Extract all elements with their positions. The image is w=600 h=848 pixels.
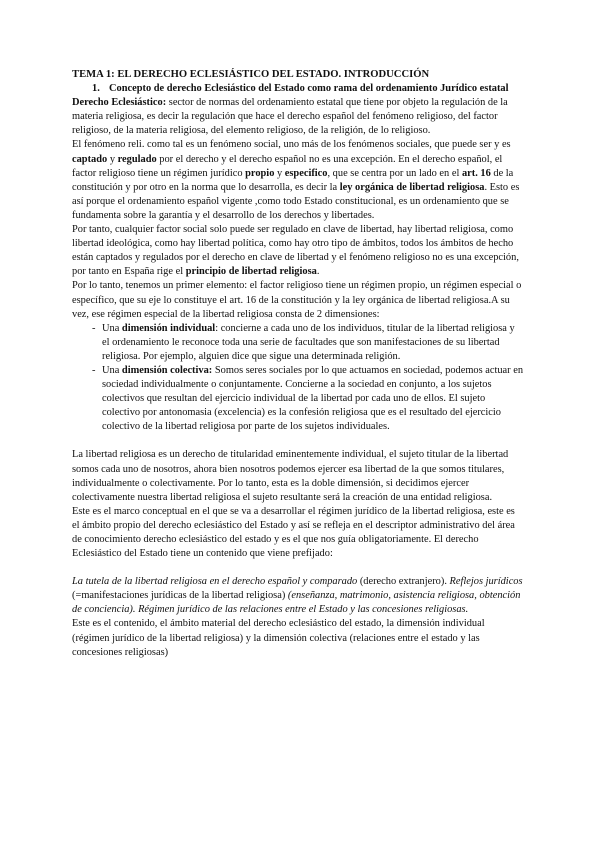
paragraph-spacer <box>72 434 524 448</box>
paragraph-phenomenon <box>72 138 524 223</box>
paragraph-summary: Este es el contenido, el ámbito material del derecho eclesiástico del estado, la dimensión individual (régimen jurídico de la libertad religiosa) y la dimensión colectiva (relaciones entre el estado y las concesiones religiosas) <box>72 618 485 658</box>
bullet-bold-term: dimensión individual <box>121 322 216 334</box>
p2-text-a: El fenómeno reli. como tal es un fenómeno social, uno más de los fenómenos sociales, que puede ser y es <box>72 139 511 151</box>
bullet-text-c: : concierne a cada uno de los individuos, titular de la libertad religiosa y el ordenamiento le reconoce toda una serie de facultades que son manifestaciones de su libertad religiosa. Por ejemplo, alguien dice que sigue una determinada religión. <box>102 322 515 362</box>
p2-bold-captado: captado <box>72 153 108 165</box>
p3-text-a: Por tanto, cualquier factor social solo puede ser regulado en clave de libertad, hay libertad religiosa, como libertad ideológica, como hay libertad política, como hay otro tipo de ámbitos, todos los ámbitos de hecho están captados y regulados por el derecho en clave de libertad y el fenómeno religioso no es una excepción, por tanto en España rige el <box>72 224 519 278</box>
p2-bold-ley-organica: ley orgánica de libertad religiosa <box>339 181 485 193</box>
p2-bold-especifico: especifico <box>284 167 328 179</box>
p3-text-c: . <box>316 266 320 278</box>
bullet-text-c: Somos seres sociales por lo que actuamos en sociedad, podemos actuar en sociedad individualmente o conjuntamente. Concierne a la sociedad en conjunto, a los sujetos colectivos que resultan del ejercicio individual de la libertad por cada uno de ellos. El sujeto colectivo por antonomasia (excelencia) es la confesión religiosa que es el resultado del ejercicio colectivo de la libertad religiosa por parte de los sujetos individuales. <box>102 364 524 433</box>
section-heading-text: Concepto de derecho Eclesiástico del Estado como rama del ordenamiento Jurídico estatal <box>109 83 509 95</box>
paragraph-framework: Este es el marco conceptual en el que se va a desarrollar el régimen jurídico de la libertad religiosa, este es el ámbito propio del derecho eclesiástico del Estado y así se refleja en el descriptor administrativo del área de conocimiento derecho eclesiástico del estado y es el que nos guía obligatoriamente. El derecho Eclesiástico del Estado tiene un contenido que viene prefijado: <box>72 505 515 560</box>
section-heading <box>72 82 524 96</box>
dimensions-list <box>72 322 524 435</box>
p7-italic-ensenanza: (enseñanza, matrimonio, asistencia religiosa, obtención de conciencia). Régimen jurídico de las relaciones entre el Estado y las concesiones religiosas. <box>72 590 521 616</box>
paragraph-spacer <box>72 561 524 575</box>
paragraph-freedom <box>72 223 524 279</box>
dash-marker: - <box>92 364 96 376</box>
p2-bold-art16: art. 16 <box>461 167 491 179</box>
p7-italic-tutela: La tutela de la libertad religiosa en el derecho español y comparado <box>72 576 358 588</box>
p2-text-d: por el derecho y el derecho español no es una excepción. En el derecho español, el factor religioso tiene un régimen jurídico <box>72 153 503 179</box>
document-title: TEMA 1: EL DERECHO ECLESIÁSTICO DEL ESTADO. INTRODUCCIÓN <box>72 69 430 80</box>
p2-text-c: y <box>107 153 118 165</box>
list-item-text <box>102 322 524 364</box>
paragraph-ownership: La libertad religiosa es un derecho de titularidad eminentemente individual, el sujeto titular de la libertad somos cada uno de nosotros, ahora bien nosotros podemos ejercer esa libertad de la que somos titulares, individualmente o colectivamente. Por lo tanto, esta es la doble dimensión, si decidimos ejercer colectivamente nuestra libertad religiosa el sujeto resultante será la creación de una entidad religiosa. <box>72 449 509 503</box>
bullet-text-a: Una <box>102 322 122 334</box>
p2-bold-propio: propio <box>245 167 275 179</box>
definition-text: sector de normas del ordenamiento estatal que tiene por objeto la regulación de la materia religiosa, es decir la regulación que hace el derecho español del fenómeno religioso, del factor religioso, de la materia religiosa, del elemento religioso, de la religión, de lo religioso. <box>72 97 508 137</box>
p7-text-1: (derecho extranjero). <box>357 576 450 588</box>
p7-italic-reflejos: Reflejos jurídicos <box>449 576 523 588</box>
list-item <box>72 364 524 434</box>
list-item-text <box>102 364 524 434</box>
document-page <box>72 68 524 660</box>
p2-text-f: , que se centra por un lado en el <box>327 167 462 179</box>
section-number: 1. <box>92 83 100 95</box>
list-item <box>72 322 524 364</box>
p2-bold-regulado: regulado <box>117 153 157 165</box>
bullet-bold-term: dimensión colectiva: <box>121 364 213 376</box>
bullet-text-a: Una <box>102 364 122 376</box>
p2-text-g: de la constitución y por otro en la norma que lo desarrolla, es decir la <box>72 167 514 193</box>
dash-marker: - <box>92 322 96 334</box>
paragraph-content <box>72 575 524 617</box>
p3-bold-principio: principio de libertad religiosa <box>185 266 317 278</box>
paragraph-definition <box>72 96 524 138</box>
definition-term: Derecho Eclesiástico: <box>72 97 167 109</box>
p2-text-e: y <box>274 167 285 179</box>
paragraph-dimensions-intro: Por lo tanto, tenemos un primer elemento: el factor religioso tiene un régimen propio, un régimen especial o específico, que su eje lo constituye el art. 16 de la constitución y la ley orgánica de libertad religiosa.A su vez, ese régimen especial de la libertad religiosa consta de 2 dimensiones: <box>72 280 522 320</box>
p7-text-2: (=manifestaciones jurídicas de la libertad religiosa) <box>72 590 288 602</box>
p2-text-h: . Esto es así porque el ordenamiento español vigente ,como todo Estado constitucional, es un ordenamiento que se fundamenta sobre la garantía y el desarrollo de los derechos y libertades. <box>72 181 520 221</box>
